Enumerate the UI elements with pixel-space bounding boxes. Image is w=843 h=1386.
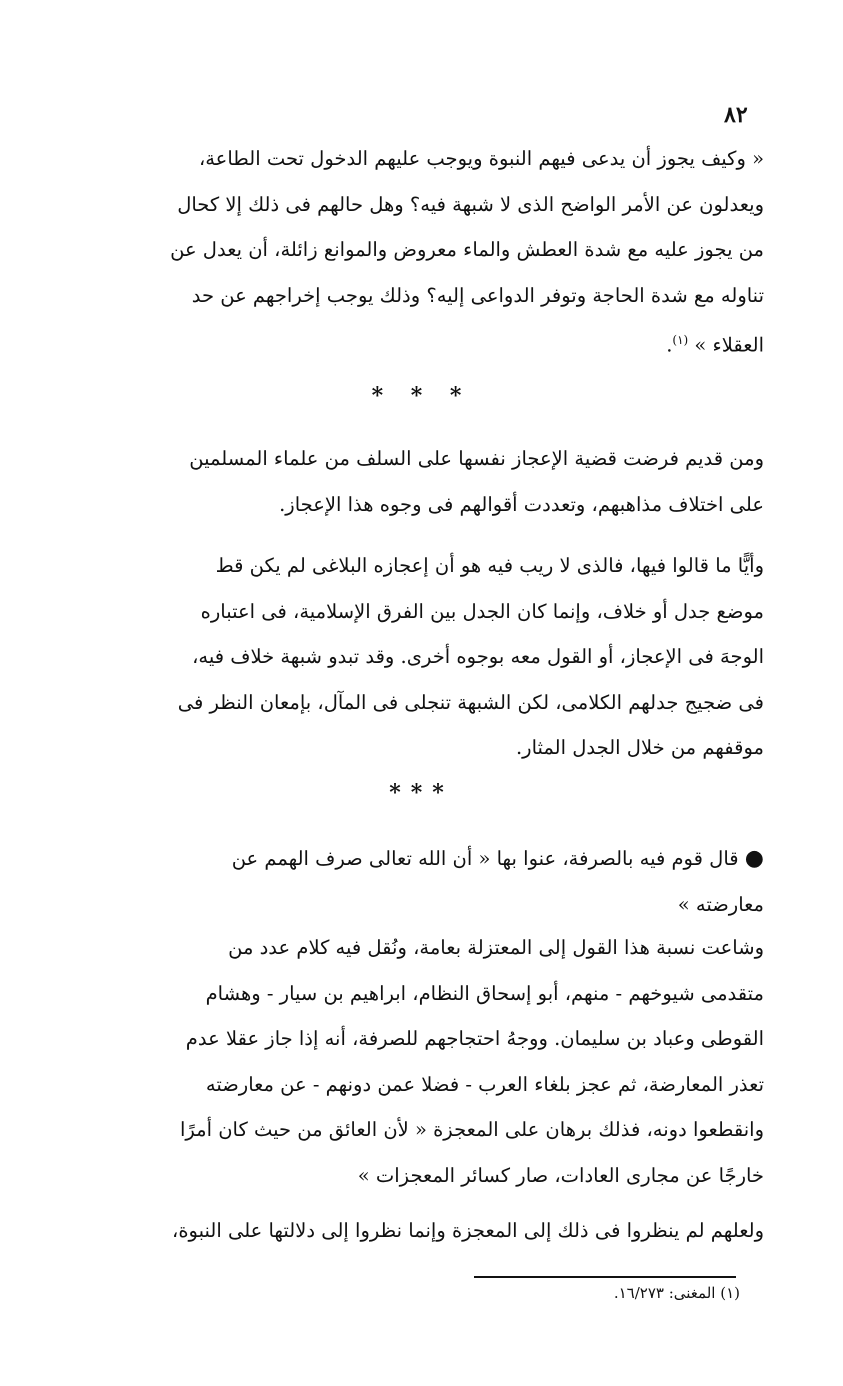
text-line: معارضته »	[677, 892, 764, 916]
paragraph	[56, 543, 764, 771]
text-line: وشاعت نسبة هذا القول إلى المعتزلة بعامة، ونُقل فيه كلام عدد من	[228, 936, 764, 959]
section-separator: ***	[389, 780, 454, 806]
footnote: (١) المغنى: ١٦/٢٧٣.	[613, 1284, 740, 1302]
text-line: موقفهم من خلال الجدل المثار.	[515, 736, 764, 759]
page-number: ٨٢	[724, 102, 748, 128]
text-line: خارجًا عن مجارى العادات، صار كسائر المعجزات »	[357, 1163, 764, 1187]
text-line: وانقطعوا دونه، فذلك برهان على المعجزة « لأن العائق من حيث كان أمرًا	[179, 1118, 764, 1141]
text-line: الوجهَ فى الإعجاز، أو القول معه بوجوه أخرى. وقد تبدو شبهة خلاف فيه،	[192, 645, 764, 668]
footnote-divider	[474, 1276, 736, 1278]
bullet-icon: ●	[744, 846, 764, 871]
paragraph-bullet	[56, 836, 764, 927]
text-line: ويعدلون عن الأمر الواضح الذى لا شبهة فيه؟ وهل حالهم فى ذلك إلا كحال	[177, 192, 764, 216]
text-line: على اختلاف مذاهبهم، وتعددت أقوالهم فى وجوه هذا الإعجاز.	[279, 492, 764, 516]
paragraph	[56, 1208, 764, 1254]
paragraph	[56, 436, 764, 527]
text-line: ولعلهم لم ينظروا فى ذلك إلى المعجزة وإنما نظروا إلى دلالتها على النبوة،	[172, 1219, 764, 1242]
text-line: من يجوز عليه مع شدة العطش والماء معروض والموانع زائلة، أن يعدل عن	[170, 238, 764, 261]
section-separator: * * *	[371, 383, 472, 409]
text-line: القوطى وعباد بن سليمان. ووجهُ احتجاجهم للصرفة، أنه إذا جاز عقلا عدم	[185, 1027, 764, 1050]
text-line: متقدمى شيوخهم - منهم، أبو إسحاق النظام، ابراهيم بن سيار - وهشام	[205, 981, 764, 1005]
text-line: ومن قديم فرضت قضية الإعجاز نفسها على السلف من علماء المسلمين	[189, 447, 764, 470]
text-line: فى ضجيج جدلهم الكلامى، لكن الشبهة تنجلى فى المآل، بإمعان النظر فى	[177, 690, 764, 714]
paragraph	[56, 925, 764, 1198]
footnote-ref: (١)	[672, 333, 689, 347]
text-fragment: العقلاء »	[694, 333, 764, 357]
text-line: تناوله مع شدة الحاجة وتوفر الدواعى إليه؟ وذلك يوجب إخراجهم عن حد	[191, 283, 764, 307]
text-line: موضع جدل أو خلاف، وإنما كان الجدل بين الفرق الإسلامية، فى اعتباره	[200, 599, 764, 623]
text-fragment: قال قوم فيه بالصرفة، عنوا بها « أن الله تعالى صرف الهمم عن	[231, 847, 739, 870]
text-line: « وكيف يجوز أن يدعى فيهم النبوة ويوجب عليهم الدخول تحت الطاعة،	[198, 147, 764, 170]
text-line: العقلاء » $^{(١)}$.	[666, 333, 764, 357]
text-line: تعذر المعارضة، ثم عجز بلغاء العرب - فضلا عمن دونهم - عن معارضته	[205, 1072, 764, 1096]
text-line: وأيًّا ما قالوا فيها، فالذى لا ريب فيه هو أن إعجازه البلاغى لم يكن قط	[215, 554, 764, 577]
paragraph-quote	[56, 136, 764, 368]
text-line	[56, 836, 764, 882]
